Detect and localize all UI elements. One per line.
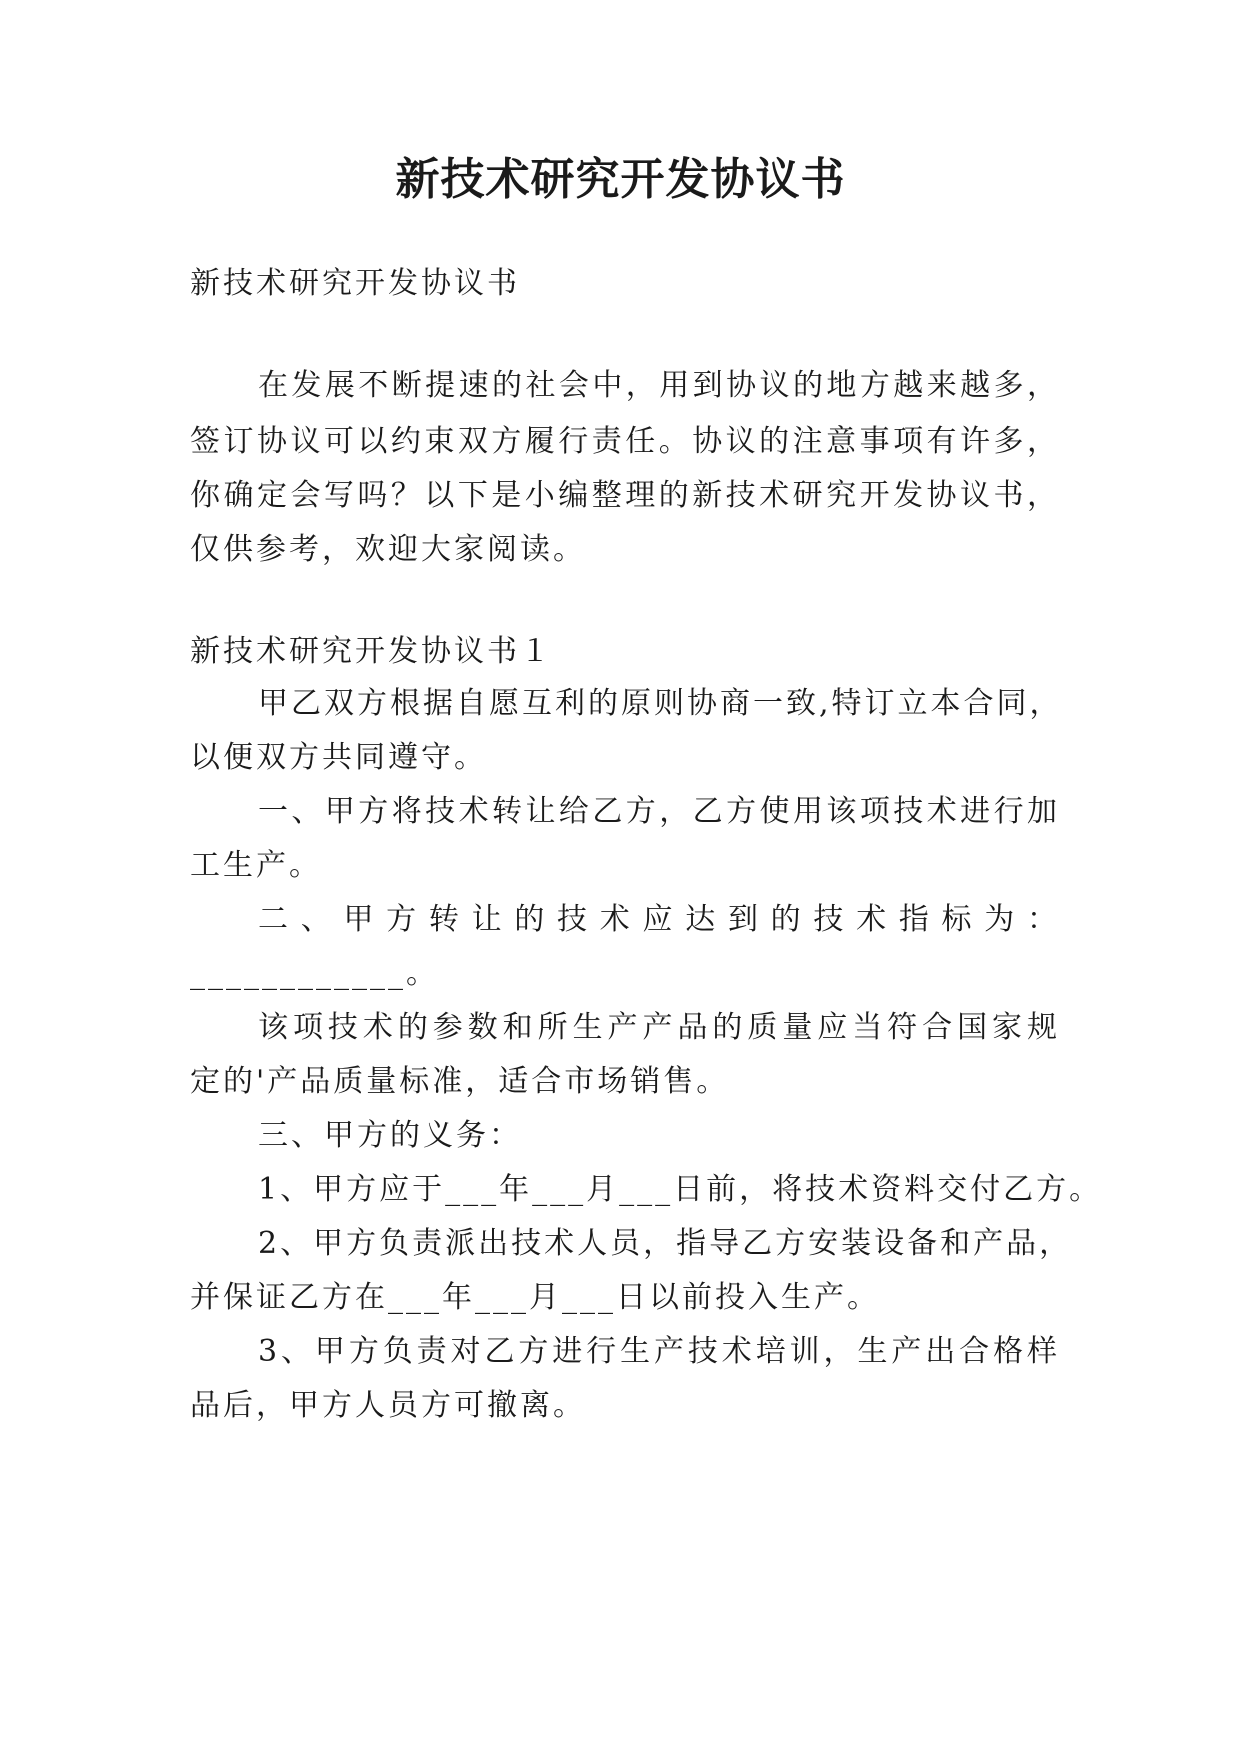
- clause-line-9: 三、甲方的义务：: [258, 1118, 522, 1153]
- intro-line-2: 签订协议可以约束双方履行责任。协议的注意事项有许多，: [190, 424, 1060, 459]
- clause-line-13: 3、甲方负责对乙方进行生产技术培训，生产出合格样: [258, 1334, 1060, 1369]
- clause-line-7: 该项技术的参数和所生产产品的质量应当符合国家规: [258, 1010, 1060, 1045]
- clause-line-14: 品后，甲方人员方可撤离。: [190, 1388, 586, 1423]
- clause-line-6: ____________。: [190, 956, 439, 991]
- clause-line-2: 以便双方共同遵守。: [190, 740, 487, 775]
- clause-line-1: 甲乙双方根据自愿互利的原则协商一致,特订立本合同，: [258, 686, 1063, 721]
- clause-line-11: 2、甲方负责派出技术人员，指导乙方安装设备和产品，: [258, 1226, 1073, 1261]
- document-heading: 新技术研究开发协议书: [190, 266, 520, 301]
- intro-line-3: 你确定会写吗？以下是小编整理的新技术研究开发协议书，: [190, 478, 1060, 513]
- intro-line-1: 在发展不断提速的社会中，用到协议的地方越来越多，: [258, 368, 1060, 403]
- clause-line-4: 工生产。: [190, 848, 322, 883]
- clause-line-3: 一、甲方将技术转让给乙方，乙方使用该项技术进行加: [258, 794, 1060, 829]
- clause-line-8: 定的'产品质量标准，适合市场销售。: [190, 1064, 730, 1099]
- clause-line-12: 并保证乙方在___年___月___日以前投入生产。: [190, 1280, 880, 1315]
- clause-line-10: 1、甲方应于___年___月___日前，将技术资料交付乙方。: [258, 1172, 1103, 1207]
- intro-line-4: 仅供参考，欢迎大家阅读。: [190, 532, 586, 567]
- clause-line-5: 二、甲方转让的技术应达到的技术指标为：: [258, 902, 1060, 937]
- section-heading: 新技术研究开发协议书１: [190, 634, 553, 669]
- document-title: 新技术研究开发协议书: [395, 154, 846, 205]
